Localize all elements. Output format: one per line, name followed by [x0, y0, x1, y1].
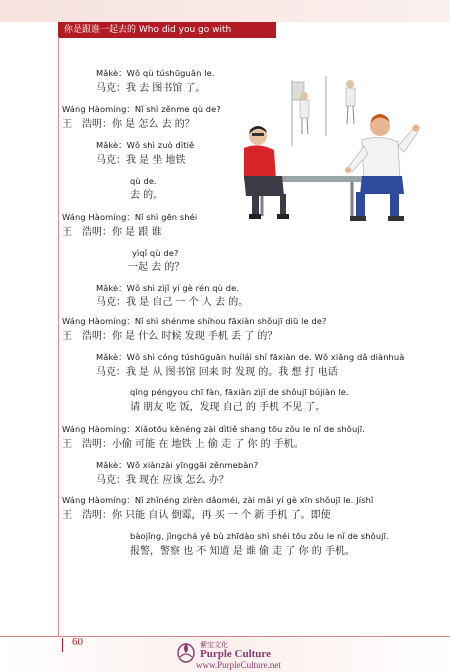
- dialogue-pinyin-10: qǐng péngyou chī fàn, fāxiàn zìjǐ de shǒujī bújiàn le.: [130, 387, 349, 397]
- dialogue-pinyin-7: Mǎkè：Wǒ shì zìjǐ yí gè rén qù de.: [96, 283, 240, 293]
- dialogue-pinyin-8: Wáng Hàomíng：Nǐ shì shénme shíhou fāxiàn shǒujī diū le de?: [62, 316, 327, 326]
- dialogue-pinyin-9: Mǎkè：Wǒ shì cóng túshūguǎn huílái shí fāxiàn de. Wǒ xiǎng dǎ diànhuà: [96, 352, 405, 362]
- dialogue-chinese-13: 王 浩明：你 只能 自认 倒霉，再 买 一 个 新 手机 了。即使: [62, 510, 331, 521]
- dialogue-chinese-8: 王 浩明：你 是 什么 时候 发现 手机 丢 了 的？: [62, 331, 278, 342]
- watermark-logo-icon: [176, 639, 196, 663]
- dialogue-pinyin-5: Wáng Hàomíng：Nǐ shì gēn shéi: [62, 212, 198, 222]
- dialogue-pinyin-13: Wáng Hàomíng：Nǐ zhǐnéng zìrèn dǎoméi, zài mǎi yí gè xīn shǒujī le. Jíshǐ: [62, 495, 374, 505]
- dialogue-pinyin-14: bàojǐng, jǐngchá yě bù zhīdào shì shéi tōu zǒu le nǐ de shǒujī.: [130, 531, 389, 541]
- dialogue-chinese-10: 请 朋友 吃 饭，发现 自己 的 手机 不见 了。: [130, 402, 326, 413]
- section-title: 你是跟谁一起去的 Who did you go with: [58, 22, 276, 38]
- dialogue-chinese-11: 王 浩明：小偷 可能 在 地铁 上 偷 走 了 你 的 手机。: [62, 439, 304, 450]
- dialogue-chinese-1: 马克：我 去 图书馆 了。: [96, 83, 206, 94]
- dialogue-pinyin-12: Mǎkè：Wǒ xiànzài yīnggāi zěnmebàn?: [96, 460, 259, 470]
- watermark-chinese: 紫宝文化: [200, 641, 228, 649]
- dialogue-illustration: [222, 76, 422, 226]
- dialogue-chinese-14: 报警，警察 也 不 知道 是 谁 偷 走 了 你 的 手机。: [130, 546, 355, 557]
- dialogue-chinese-6: 一起 去 的？: [128, 262, 185, 273]
- dialogue-pinyin-1: Mǎkè：Wǒ qù túshūguǎn le.: [96, 68, 215, 78]
- dialogue-chinese-2: 王 浩明：你 是 怎么 去 的？: [62, 119, 195, 130]
- dialogue-pinyin-4: qù de.: [130, 176, 157, 186]
- dialogue-chinese-3: 马克：我 是 坐 地铁: [96, 155, 186, 166]
- dialogue-pinyin-6: yìqǐ qù de?: [132, 248, 179, 258]
- dialogue-chinese-9: 马克：我 是 从 图书馆 回来 时 发现 的。我 想 打 电话: [96, 367, 338, 378]
- dialogue-pinyin-3: Mǎkè：Wǒ shì zuò dìtiě: [96, 140, 195, 150]
- page-number-marker: [62, 638, 63, 652]
- dialogue-chinese-12: 马克：我 现在 应该 怎么 办？: [96, 475, 229, 486]
- dialogue-chinese-4: 去 的。: [130, 190, 164, 201]
- dialogue-chinese-5: 王 浩明：你 是 跟 谁: [62, 227, 162, 238]
- dialogue-pinyin-2: Wáng Hàomíng：Nǐ shì zěnme qù de?: [62, 104, 221, 114]
- margin-rule: [58, 38, 59, 636]
- dialogue-chinese-7: 马克：我 是 自己 一 个 人 去 的。: [96, 297, 249, 308]
- watermark-brand: Purple Culture: [200, 648, 271, 660]
- page-number: 60: [72, 636, 83, 648]
- watermark-url: www.PurpleCulture.net: [196, 660, 281, 670]
- top-band: [0, 0, 450, 24]
- dialogue-pinyin-11: Wáng Hàomíng：Xiǎotōu kěnéng zài dìtiě shang tōu zǒu le nǐ de shǒujī.: [62, 424, 365, 434]
